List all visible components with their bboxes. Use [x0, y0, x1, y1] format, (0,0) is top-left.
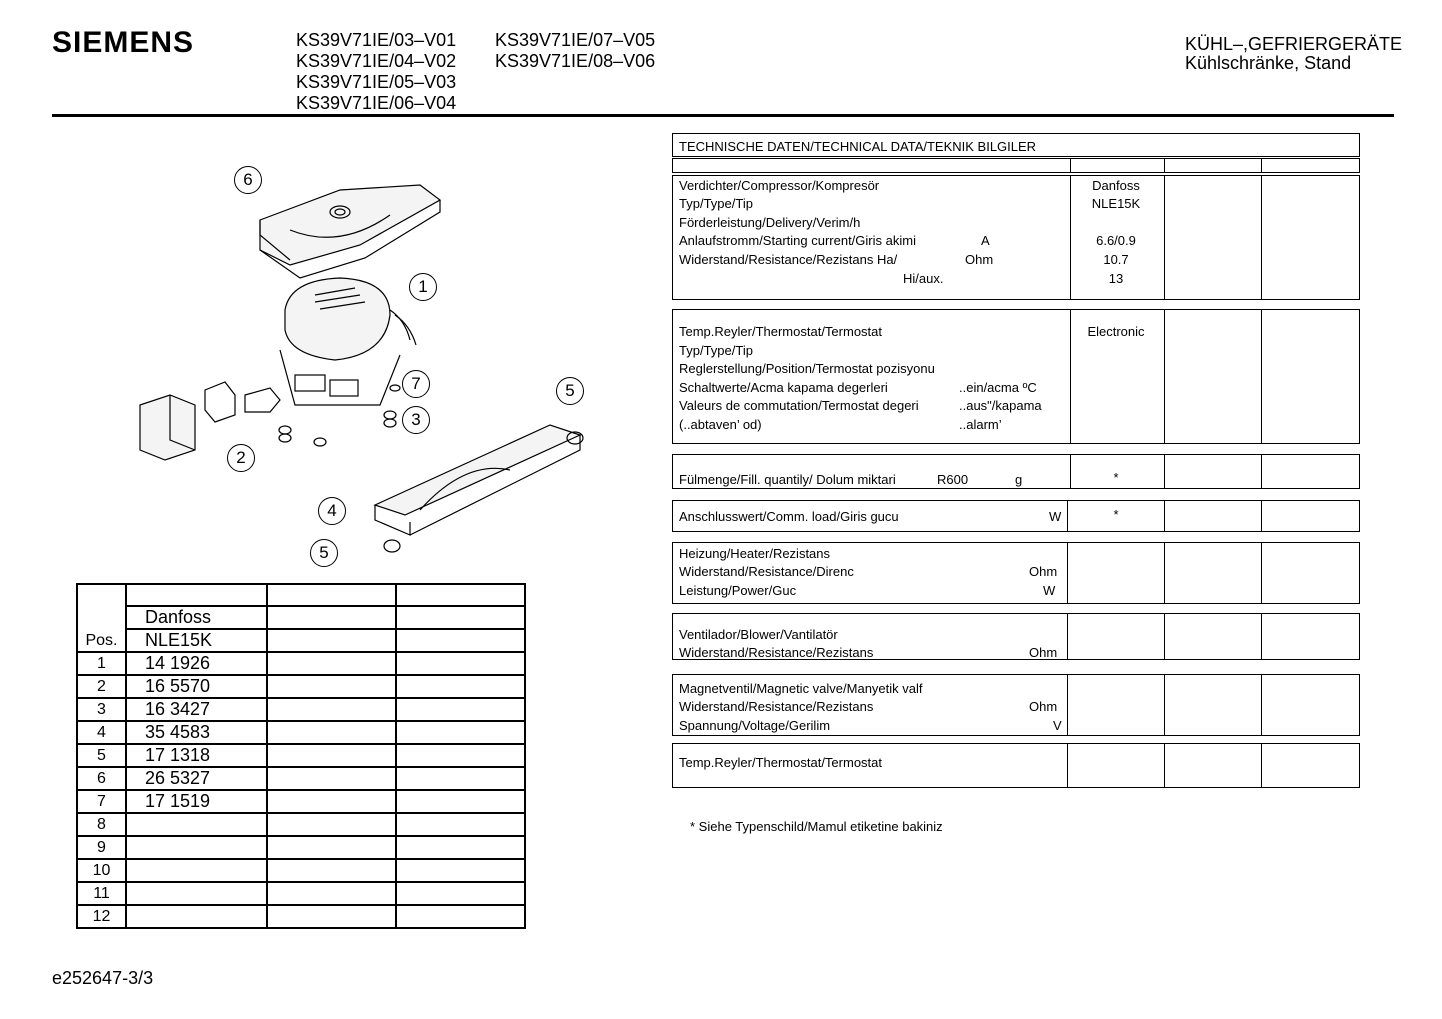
pos-cell: 9 [77, 836, 126, 859]
type-cell: NLE15K [126, 629, 267, 652]
table-row [77, 629, 525, 652]
fill-quantity-value: * [1113, 470, 1119, 485]
pos-cell: 4 [77, 721, 126, 744]
table-row [77, 675, 525, 698]
callout-1: 1 [409, 273, 437, 301]
defrost-label: (..abtaven’ od) [679, 417, 762, 432]
heater-section [672, 542, 1360, 604]
part-number-cell [126, 836, 267, 859]
pos-cell: 3 [77, 698, 126, 721]
unit-label: Ohm [1029, 564, 1058, 579]
load-section [672, 500, 1360, 532]
part-number-cell [126, 905, 267, 928]
compressor-maker-value: Danfoss [1092, 178, 1140, 193]
pos-cell: 12 [77, 905, 126, 928]
power-label: Leistung/Power/Guc [679, 583, 797, 598]
model-number: KS39V71IE/07–V05 [495, 30, 656, 50]
table-row [77, 859, 525, 882]
pos-cell: 1 [77, 652, 126, 675]
table-row [77, 606, 525, 629]
brand-logo: SIEMENS [52, 26, 195, 59]
aux-label: Hi/aux. [903, 271, 944, 286]
product-category [1185, 35, 1402, 73]
commutation-label: Valeurs de commutation/Termostat degeri [679, 398, 919, 413]
parts-table [76, 583, 526, 929]
thermostat-label: Temp.Reyler/Thermostat/Termostat [679, 755, 883, 770]
type-label: Typ/Type/Tip [679, 343, 753, 358]
unit-label: g [1015, 472, 1023, 487]
table-row [77, 767, 525, 790]
alarm-label: ..alarm’ [959, 417, 1002, 432]
load-value: * [1113, 507, 1119, 522]
part-number-cell [126, 813, 267, 836]
pos-cell: 7 [77, 790, 126, 813]
position-label: Reglerstellung/Position/Termostat pozisyonu [679, 361, 935, 376]
resistance-value: 10.7 [1103, 252, 1129, 267]
unit-label: W [1043, 583, 1056, 598]
compressor-part [280, 278, 416, 405]
footnote: * Siehe Typenschild/Mamul etiketine bakiniz [690, 819, 943, 834]
model-list-2 [495, 30, 655, 72]
pos-cell: 2 [77, 675, 126, 698]
table-row [77, 836, 525, 859]
part-number-cell: 17 1519 [126, 790, 267, 813]
part-number-cell: 14 1926 [126, 652, 267, 675]
refrigerant-label: R600 [937, 472, 969, 487]
compressor-section [672, 175, 1360, 300]
maker-cell: Danfoss [126, 606, 267, 629]
table-row [77, 721, 525, 744]
part-number-cell [126, 882, 267, 905]
callout-6: 6 [234, 166, 262, 194]
category-line: KÜHL–,GEFRIERGERÄTE [1185, 34, 1403, 54]
off-label: ..aus"/kapama [959, 398, 1042, 413]
thermostat-value: Electronic [1087, 324, 1145, 339]
callout-7: 7 [402, 370, 430, 398]
unit-label: W [1049, 509, 1062, 524]
tech-header-row [672, 158, 1360, 173]
resistance-label: Widerstand/Resistance/Direnc [679, 564, 854, 579]
type-label: Typ/Type/Tip [679, 196, 753, 211]
table-row [77, 744, 525, 767]
thermostat-label: Temp.Reyler/Thermostat/Termostat [679, 324, 883, 339]
pos-cell: 11 [77, 882, 126, 905]
valve-section [672, 674, 1360, 736]
unit-label: Ohm [1029, 645, 1058, 660]
tech-title: TECHNISCHE DATEN/TECHNICAL DATA/TEKNIK BILGILER [679, 139, 1037, 154]
callout-3: 3 [402, 406, 430, 434]
blower-label: Ventilador/Blower/Vantilatör [679, 627, 838, 642]
callout-5: 5 [556, 377, 584, 405]
resistance-label: Widerstand/Resistance/Rezistans Ha/ [679, 252, 898, 267]
model-number: KS39V71IE/04–V02 [296, 51, 457, 71]
starting-current-value: 6.6/0.9 [1096, 233, 1136, 248]
switching-values-label: Schaltwerte/Acma kapama degerleri [679, 380, 888, 395]
on-label: ..ein/acma ºC [959, 380, 1037, 395]
fill-quantity-label: Fülmenge/Fill. quantily/ Dolum miktari [679, 472, 896, 487]
callout-4: 4 [318, 497, 346, 525]
mounting-rail-part [375, 425, 583, 552]
unit-label: A [981, 233, 990, 248]
delivery-label: Förderleistung/Delivery/Verim/h [679, 215, 861, 230]
blower-section [672, 613, 1360, 660]
model-number: KS39V71IE/08–V06 [495, 51, 656, 71]
compressor-type-value: NLE15K [1091, 196, 1141, 211]
table-row [77, 584, 525, 606]
pos-header: Pos. [77, 629, 126, 652]
unit-label: Ohm [965, 252, 994, 267]
thermostat-section [672, 309, 1360, 444]
pos-cell: 8 [77, 813, 126, 836]
drip-tray-part [260, 185, 440, 278]
document-number: e252647-3/3 [52, 968, 154, 988]
heater-label: Heizung/Heater/Rezistans [679, 546, 831, 561]
relay-part [140, 382, 280, 460]
callout-2: 2 [227, 444, 255, 472]
model-number: KS39V71IE/05–V03 [296, 72, 457, 92]
part-number-cell: 26 5327 [126, 767, 267, 790]
table-row [77, 813, 525, 836]
unit-label: V [1053, 718, 1062, 733]
pos-cell: 5 [77, 744, 126, 767]
thermostat2-section [672, 743, 1360, 788]
compressor-label: Verdichter/Compressor/Kompresör [679, 178, 880, 193]
table-row [77, 698, 525, 721]
table-row [77, 790, 525, 813]
model-number: KS39V71IE/06–V04 [296, 93, 457, 113]
pos-cell: 10 [77, 859, 126, 882]
table-row [77, 882, 525, 905]
resistance-label: Widerstand/Resistance/Rezistans [679, 645, 874, 660]
part-number-cell: 16 5570 [126, 675, 267, 698]
starting-current-label: Anlaufstromm/Starting current/Giris akimi [679, 233, 916, 248]
valve-label: Magnetventil/Magnetic valve/Manyetik valf [679, 681, 923, 696]
header-divider [52, 114, 1394, 117]
tech-title-row [672, 133, 1360, 157]
category-line: Kühlschränke, Stand [1185, 53, 1352, 73]
part-number-cell: 35 4583 [126, 721, 267, 744]
voltage-label: Spannung/Voltage/Gerilim [679, 718, 831, 733]
part-number-cell: 16 3427 [126, 698, 267, 721]
table-row [77, 652, 525, 675]
aux-resistance-value: 13 [1108, 271, 1124, 286]
compressor-exploded-drawing [120, 150, 600, 580]
load-label: Anschlusswert/Comm. load/Giris gucu [679, 509, 899, 524]
part-number-cell [126, 859, 267, 882]
model-list-1 [296, 30, 456, 114]
part-number-cell: 17 1318 [126, 744, 267, 767]
resistance-label: Widerstand/Resistance/Rezistans [679, 699, 874, 714]
fill-quantity-section [672, 454, 1360, 489]
callout-5b: 5 [310, 539, 338, 567]
unit-label: Ohm [1029, 699, 1058, 714]
pos-cell: 6 [77, 767, 126, 790]
model-number: KS39V71IE/03–V01 [296, 30, 457, 50]
table-row [77, 905, 525, 928]
